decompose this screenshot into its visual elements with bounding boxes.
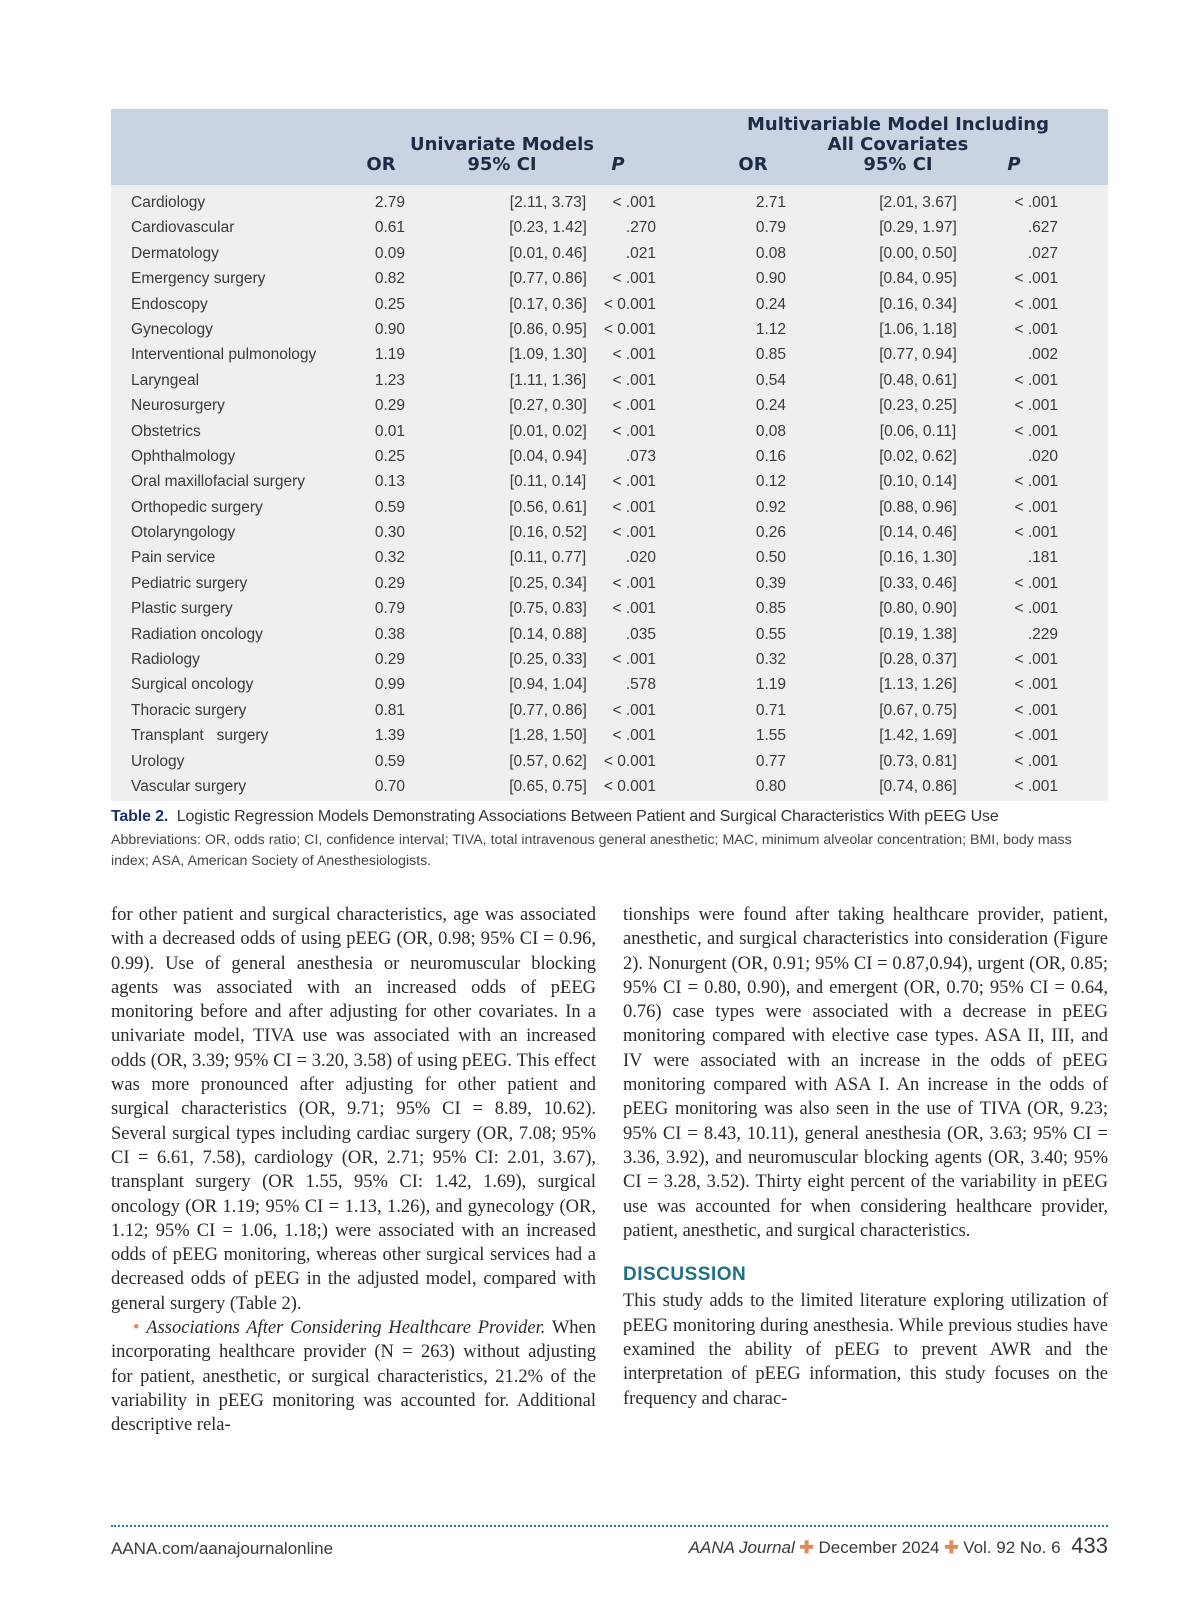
row-or-multivariable: 0.92 xyxy=(755,498,786,516)
table-caption xyxy=(111,806,1111,872)
row-p-multivariable: < .001 xyxy=(1014,524,1058,542)
row-p-univariate: < 0.001 xyxy=(603,295,656,313)
left-paragraph-1: for other patient and surgical characteristics, age was associated with a decreased odds of using pEEG (OR, 0.98; 95% CI = 0.96, 0.99). Use of general anesthesia or neuromuscular blocking agents was associated with an increased odds of pEEG monitoring before and after adjusting for other covariates. In a univariate model, TIVA use was associated with an increased odds (OR, 3.39; 95% CI = 3.20, 3.58) of using pEEG. This effect was more pronounced after adjusting for other patient and surgical characteristics (OR, 9.71; 95% CI = 8.89, 10.62). Several surgical types including cardiac surgery (OR, 7.08; 95% CI = 6.61, 7.58), cardiology (OR, 2.71; 95% CI: 2.01, 3.67), transplant surgery (OR 1.55, 95% CI: 1.42, 1.69), surgical oncology (OR 1.19; 95% CI = 1.13, 1.26), and gynecology (OR, 1.12; 95% CI = 1.06, 1.18;) were associated with an increased odds of pEEG monitoring, whereas other surgical services had a decreased odds of pEEG in the adjusted model, compared with general surgery (Table 2). xyxy=(111,905,596,1314)
row-ci-multivariable: [1.42, 1.69] xyxy=(879,727,957,745)
row-ci-multivariable: [0.88, 0.96] xyxy=(879,498,957,516)
row-or-multivariable: 0.90 xyxy=(755,270,786,288)
left-paragraph-2-text: When incorporating healthcare provider (N = 263) without adjusting for patient, anesthetic, or surgical characteristics, 21.2% of the variability in pEEG monitoring was accounted for. Additional descriptive rela- xyxy=(111,1318,596,1436)
row-or-univariate: 0.90 xyxy=(374,320,405,338)
row-p-univariate: .021 xyxy=(625,244,656,262)
row-ci-univariate: [0.23, 1.42] xyxy=(509,219,587,237)
row-ci-univariate: [0.75, 0.83] xyxy=(509,600,587,618)
multivariable-title-line1: Multivariable Model Including xyxy=(746,114,1050,135)
row-p-multivariable: .027 xyxy=(1027,244,1058,262)
row-p-multivariable: .020 xyxy=(1027,447,1058,465)
table-row xyxy=(111,266,1108,291)
row-p-multivariable: < .001 xyxy=(1014,295,1058,313)
right-paragraph-2: This study adds to the limited literature exploring utilization of pEEG monitoring during anesthesia. While previous studies have examined the ability of pEEG to prevent AWR and the interpretation of pEEG information, this study focuses on the frequency and charac- xyxy=(623,1291,1108,1409)
footer-divider xyxy=(111,1525,1108,1527)
table-row xyxy=(111,342,1108,367)
row-or-univariate: 0.59 xyxy=(374,498,405,516)
row-ci-univariate: [0.77, 0.86] xyxy=(509,701,587,719)
row-or-multivariable: 0.08 xyxy=(755,244,786,262)
row-p-univariate: < .001 xyxy=(612,701,656,719)
row-p-univariate: < .001 xyxy=(612,270,656,288)
row-ci-univariate: [1.09, 1.30] xyxy=(509,346,587,364)
table-row xyxy=(111,672,1108,697)
row-p-univariate: < 0.001 xyxy=(603,752,656,770)
row-ci-multivariable: [0.33, 0.46] xyxy=(879,574,957,592)
row-category: Cardiology xyxy=(131,194,206,211)
row-ci-multivariable: [0.73, 0.81] xyxy=(879,752,957,770)
row-or-multivariable: 0.71 xyxy=(755,701,786,719)
row-or-univariate: 0.29 xyxy=(374,397,405,415)
row-ci-univariate: [0.01, 0.02] xyxy=(509,422,587,440)
table-row xyxy=(111,241,1108,266)
row-ci-univariate: [0.27, 0.30] xyxy=(509,397,587,415)
row-ci-multivariable: [0.10, 0.14] xyxy=(879,473,957,491)
row-ci-multivariable: [2.01, 3.67] xyxy=(879,194,957,211)
row-category: Radiation oncology xyxy=(131,625,263,643)
row-or-multivariable: 0.79 xyxy=(755,219,786,237)
row-p-multivariable: < .001 xyxy=(1014,422,1058,440)
row-or-univariate: 0.61 xyxy=(374,219,405,237)
row-p-univariate: < .001 xyxy=(612,346,656,364)
row-or-univariate: 0.82 xyxy=(374,270,405,288)
row-or-univariate: 0.29 xyxy=(374,574,405,592)
table-row xyxy=(111,190,1108,215)
row-category: Plastic surgery xyxy=(131,600,233,618)
row-p-multivariable: < .001 xyxy=(1014,600,1058,618)
row-or-multivariable: 0.12 xyxy=(755,473,786,491)
row-ci-univariate: [0.04, 0.94] xyxy=(509,447,587,465)
row-p-univariate: < .001 xyxy=(612,574,656,592)
row-p-univariate: < 0.001 xyxy=(603,777,656,795)
footer-url-link[interactable]: AANA.com/aanajournalonline xyxy=(111,1539,334,1558)
row-p-univariate: .035 xyxy=(625,625,656,643)
row-p-univariate: < .001 xyxy=(612,651,656,669)
row-p-multivariable: < .001 xyxy=(1014,473,1058,491)
row-or-univariate: 0.25 xyxy=(374,295,405,313)
row-ci-univariate: [1.11, 1.36] xyxy=(509,371,587,389)
row-ci-multivariable: [0.06, 0.11] xyxy=(879,422,957,440)
row-or-univariate: 0.32 xyxy=(374,549,405,567)
row-p-univariate: < .001 xyxy=(612,473,656,491)
caption-abbreviations: Abbreviations: OR, odds ratio; CI, confidence interval; TIVA, total intravenous general anesthetic; MAC, minimum alveolar concentration; BMI, body mass index; ASA, American Society of Anesthesiologists. xyxy=(111,832,1072,869)
table-row xyxy=(111,749,1108,774)
discussion-heading: DISCUSSION xyxy=(623,1264,747,1286)
table-row xyxy=(111,774,1108,799)
table-row xyxy=(111,622,1108,647)
row-p-univariate: .073 xyxy=(625,447,656,465)
row-or-multivariable: 0.24 xyxy=(755,397,786,415)
row-ci-univariate: [0.86, 0.95] xyxy=(509,320,587,338)
row-ci-univariate: [0.94, 1.04] xyxy=(509,676,587,694)
row-or-multivariable: 1.12 xyxy=(755,320,786,338)
table-row xyxy=(111,723,1108,748)
table-row xyxy=(111,215,1108,240)
row-category: Emergency surgery xyxy=(131,270,266,288)
row-ci-multivariable: [0.00, 0.50] xyxy=(879,244,957,262)
table-row xyxy=(111,647,1108,672)
row-or-multivariable: 1.55 xyxy=(755,727,786,745)
table-row xyxy=(111,419,1108,444)
row-ci-univariate: [0.11, 0.14] xyxy=(509,473,587,491)
row-or-multivariable: 0.08 xyxy=(755,422,786,440)
footer-journal-info xyxy=(689,1533,1108,1559)
row-p-multivariable: < .001 xyxy=(1014,651,1058,669)
row-p-multivariable: .229 xyxy=(1027,625,1058,643)
row-or-univariate: 0.01 xyxy=(374,422,405,440)
row-p-univariate: .020 xyxy=(625,549,656,567)
row-p-multivariable: < .001 xyxy=(1014,270,1058,288)
row-or-multivariable: 1.19 xyxy=(755,676,786,694)
row-p-univariate: < .001 xyxy=(612,422,656,440)
row-ci-multivariable: [0.23, 0.25] xyxy=(879,397,957,415)
univariate-title: Univariate Models xyxy=(409,134,595,155)
row-ci-multivariable: [1.13, 1.26] xyxy=(879,676,957,694)
row-p-multivariable: .002 xyxy=(1027,346,1058,364)
row-or-univariate: 0.79 xyxy=(374,600,405,618)
bullet-icon: • xyxy=(133,1318,140,1339)
header-or-multivariable: OR xyxy=(738,154,768,175)
row-ci-univariate: [1.28, 1.50] xyxy=(509,727,587,745)
row-p-univariate: < .001 xyxy=(612,727,656,745)
row-p-multivariable: .627 xyxy=(1027,219,1058,237)
header-ci-univariate: 95% CI xyxy=(467,154,537,175)
table-row xyxy=(111,571,1108,596)
row-ci-univariate: [0.11, 0.77] xyxy=(509,549,587,567)
row-ci-multivariable: [0.48, 0.61] xyxy=(879,371,957,389)
table-body xyxy=(111,185,1108,799)
caption-line xyxy=(111,806,1111,828)
header-p-multivariable: P xyxy=(1007,154,1021,175)
row-or-multivariable: 0.85 xyxy=(755,346,786,364)
row-or-multivariable: 0.32 xyxy=(755,651,786,669)
row-ci-univariate: [0.77, 0.86] xyxy=(509,270,587,288)
table-row xyxy=(111,520,1108,545)
row-ci-multivariable: [0.67, 0.75] xyxy=(879,701,957,719)
row-ci-multivariable: [0.84, 0.95] xyxy=(879,270,957,288)
row-or-univariate: 0.59 xyxy=(374,752,405,770)
right-paragraph-1: tionships were found after taking healthcare provider, patient, anesthetic, and surgical characteristics into consideration (Figure 2). Nonurgent (OR, 0.91; 95% CI = 0.87,0.94), urgent (OR, 0.85; 95% CI = 0.80, 0.90), and emergent (OR, 0.70; 95% CI = 0.64, 0.76) case types were associated with a decrease in pEEG monitoring compared with elective case types. ASA II, III, and IV were associated with an increase in the odds of pEEG monitoring compared with ASA I. An increase in the odds of pEEG monitoring was also seen in the use of TIVA (OR, 9.23; 95% CI = 8.43, 10.11), general anesthesia (OR, 3.63; 95% CI = 3.36, 3.92), and neuromuscular blocking agents (OR, 3.40; 95% CI = 3.28, 3.52). Thirty eight percent of the variability in pEEG use was accounted for when considering healthcare provider, patient, anesthetic, and surgical characteristics. xyxy=(623,905,1108,1241)
row-p-multivariable: < .001 xyxy=(1014,397,1058,415)
row-p-univariate: .270 xyxy=(625,219,656,237)
row-p-multivariable: < .001 xyxy=(1014,676,1058,694)
row-or-multivariable: 0.26 xyxy=(755,524,786,542)
table-row xyxy=(111,469,1108,494)
row-or-multivariable: 0.50 xyxy=(755,549,786,567)
header-or-univariate: OR xyxy=(366,154,396,175)
row-p-univariate: < 0.001 xyxy=(603,320,656,338)
row-ci-multivariable: [0.14, 0.46] xyxy=(879,524,957,542)
row-or-univariate: 0.29 xyxy=(374,651,405,669)
row-category: Neurosurgery xyxy=(131,397,225,415)
row-or-multivariable: 0.54 xyxy=(755,371,786,389)
row-ci-multivariable: [0.77, 0.94] xyxy=(879,346,957,364)
row-p-multivariable: < .001 xyxy=(1014,574,1058,592)
left-text-column xyxy=(111,903,596,1438)
row-category: Interventional pulmonology xyxy=(131,346,317,364)
subhead-healthcare-provider: Associations After Considering Healthcare Provider. xyxy=(146,1318,546,1339)
row-ci-univariate: [0.16, 0.52] xyxy=(509,524,587,542)
multivariable-title-line2: All Covariates xyxy=(827,134,969,155)
footer-volume: Vol. 92 No. 6 xyxy=(963,1538,1061,1557)
row-category: Dermatology xyxy=(131,244,219,262)
regression-table xyxy=(111,109,1108,801)
row-or-univariate: 2.79 xyxy=(374,194,405,211)
table-row xyxy=(111,698,1108,723)
row-category: Surgical oncology xyxy=(131,676,254,694)
row-p-univariate: < .001 xyxy=(612,600,656,618)
row-ci-univariate: [0.25, 0.34] xyxy=(509,574,587,592)
row-ci-univariate: [2.11, 3.73] xyxy=(509,194,587,211)
row-ci-univariate: [0.57, 0.62] xyxy=(509,752,587,770)
row-p-univariate: < .001 xyxy=(612,194,656,211)
row-or-multivariable: 0.77 xyxy=(755,752,786,770)
page-number: 433 xyxy=(1071,1533,1108,1558)
plus-icon: ✚ xyxy=(944,1538,959,1557)
row-category: Otolaryngology xyxy=(131,524,236,542)
row-category: Orthopedic surgery xyxy=(131,498,263,516)
left-paragraph-2 xyxy=(111,1316,596,1437)
row-p-univariate: < .001 xyxy=(612,371,656,389)
row-or-multivariable: 0.55 xyxy=(755,625,786,643)
header-p-univariate: P xyxy=(611,154,625,175)
row-ci-univariate: [0.14, 0.88] xyxy=(509,625,587,643)
row-or-multivariable: 0.80 xyxy=(755,777,786,795)
row-category: Pediatric surgery xyxy=(131,574,248,592)
row-p-multivariable: < .001 xyxy=(1014,371,1058,389)
row-or-univariate: 1.39 xyxy=(374,727,405,745)
header-ci-multivariable: 95% CI xyxy=(863,154,933,175)
row-or-univariate: 0.38 xyxy=(374,625,405,643)
row-ci-multivariable: [0.80, 0.90] xyxy=(879,600,957,618)
row-category: Obstetrics xyxy=(131,422,201,440)
row-or-multivariable: 0.39 xyxy=(755,574,786,592)
row-ci-multivariable: [0.29, 1.97] xyxy=(879,219,957,237)
row-or-univariate: 1.19 xyxy=(374,346,405,364)
row-or-multivariable: 0.16 xyxy=(755,447,786,465)
caption-label: Table 2. xyxy=(111,808,169,825)
row-p-multivariable: < .001 xyxy=(1014,752,1058,770)
row-category: Pain service xyxy=(131,549,216,567)
row-p-multivariable: < .001 xyxy=(1014,727,1058,745)
row-p-multivariable: < .001 xyxy=(1014,498,1058,516)
footer-journal-name: AANA Journal xyxy=(688,1538,795,1557)
table-header xyxy=(111,109,1108,185)
row-or-univariate: 0.25 xyxy=(374,447,405,465)
row-p-multivariable: < .001 xyxy=(1014,320,1058,338)
table-row xyxy=(111,292,1108,317)
row-p-multivariable: < .001 xyxy=(1014,777,1058,795)
row-ci-multivariable: [0.02, 0.62] xyxy=(879,447,957,465)
plus-icon: ✚ xyxy=(799,1538,814,1557)
row-category: Cardiovascular xyxy=(131,219,235,237)
row-ci-multivariable: [0.16, 1.30] xyxy=(879,549,957,567)
page-footer xyxy=(111,1533,1108,1563)
row-ci-multivariable: [0.28, 0.37] xyxy=(879,651,957,669)
table-row xyxy=(111,444,1108,469)
row-category: Ophthalmology xyxy=(131,447,236,465)
row-category: Urology xyxy=(131,752,185,770)
table-row xyxy=(111,368,1108,393)
row-or-multivariable: 0.24 xyxy=(755,295,786,313)
row-category: Transplant surgery xyxy=(131,727,269,745)
row-category: Endoscopy xyxy=(131,295,208,313)
row-or-univariate: 0.70 xyxy=(374,777,405,795)
row-ci-multivariable: [0.16, 0.34] xyxy=(879,295,957,313)
row-category: Oral maxillofacial surgery xyxy=(131,473,305,491)
row-category: Gynecology xyxy=(131,320,213,338)
row-p-univariate: < .001 xyxy=(612,524,656,542)
row-ci-multivariable: [0.74, 0.86] xyxy=(879,777,957,795)
right-text-column xyxy=(623,903,1108,1411)
table-row xyxy=(111,495,1108,520)
row-p-multivariable: .181 xyxy=(1027,549,1058,567)
row-p-multivariable: < .001 xyxy=(1014,701,1058,719)
row-or-univariate: 0.30 xyxy=(374,524,405,542)
row-or-multivariable: 2.71 xyxy=(755,194,786,211)
footer-date: December 2024 xyxy=(818,1538,940,1557)
row-ci-multivariable: [1.06, 1.18] xyxy=(879,320,957,338)
row-ci-univariate: [0.25, 0.33] xyxy=(509,651,587,669)
row-ci-univariate: [0.56, 0.61] xyxy=(509,498,587,516)
row-or-univariate: 0.99 xyxy=(374,676,405,694)
table-row xyxy=(111,393,1108,418)
row-p-univariate: .578 xyxy=(625,676,656,694)
table-row xyxy=(111,317,1108,342)
table-row xyxy=(111,545,1108,570)
row-p-univariate: < .001 xyxy=(612,498,656,516)
row-ci-univariate: [0.65, 0.75] xyxy=(509,777,587,795)
caption-title: Logistic Regression Models Demonstrating Associations Between Patient and Surgical Characteristics With pEEG Use xyxy=(176,808,999,825)
row-ci-univariate: [0.01, 0.46] xyxy=(509,244,587,262)
row-ci-multivariable: [0.19, 1.38] xyxy=(879,625,957,643)
row-or-univariate: 0.09 xyxy=(374,244,405,262)
row-p-univariate: < .001 xyxy=(612,397,656,415)
row-category: Laryngeal xyxy=(131,371,200,389)
row-p-multivariable: < .001 xyxy=(1014,194,1058,211)
row-category: Thoracic surgery xyxy=(131,701,247,719)
row-or-univariate: 0.81 xyxy=(374,701,405,719)
row-or-univariate: 1.23 xyxy=(374,371,405,389)
row-or-univariate: 0.13 xyxy=(374,473,405,491)
row-category: Vascular surgery xyxy=(131,777,247,795)
table-row xyxy=(111,596,1108,621)
row-or-multivariable: 0.85 xyxy=(755,600,786,618)
row-ci-univariate: [0.17, 0.36] xyxy=(509,295,587,313)
row-category: Radiology xyxy=(131,651,200,669)
